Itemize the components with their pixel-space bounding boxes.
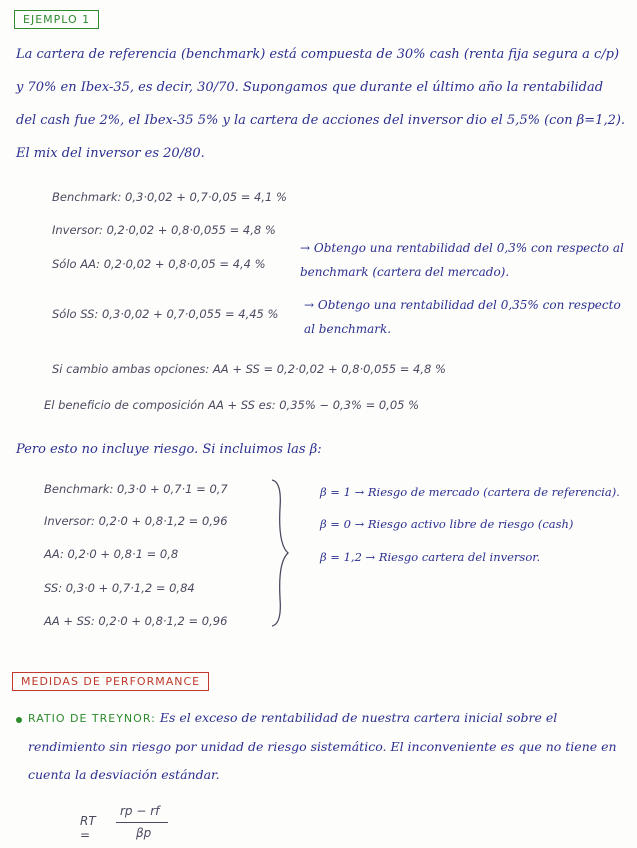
eq-benchmark: Benchmark: 0,3·0,02 + 0,7·0,05 = 4,1 %	[52, 190, 287, 204]
treynor-title: RATIO DE TREYNOR:	[28, 712, 156, 725]
note-solo-ss-text: Obtengo una rentabilidad del 0,35% con respecto al benchmark.	[304, 298, 621, 336]
beta-eq-benchmark: Benchmark: 0,3·0 + 0,7·1 = 0,7	[44, 482, 228, 496]
formula-lhs: RT =	[80, 814, 96, 842]
arrow-icon: →	[300, 241, 314, 255]
note-solo-aa	[300, 236, 630, 284]
eq-ambos: Si cambio ambas opciones: AA + SS = 0,2·0,02 + 0,8·0,055 = 4,8 %	[52, 362, 446, 376]
formula-denominator: βp	[136, 826, 152, 840]
note-solo-aa-text: Obtengo una rentabilidad del 0,3% con respecto al benchmark (cartera del mercado).	[300, 241, 624, 279]
beta-note-2: β = 0 → Riesgo activo libre de riesgo (cash)	[320, 517, 574, 531]
curly-brace-icon	[268, 478, 290, 628]
example-intro-paragraph: La cartera de referencia (benchmark) está compuesta de 30% cash (renta fija segura a c/p) y 70% en Ibex-35, es decir, 30/70. Supongamos que durante el último año la rentabilidad del cash fue 2%, el Ibex-35 5% y la cartera de acciones del inversor dio el 5,5% (con β=1,2). El mix del inversor es 20/80.	[16, 47, 626, 161]
bullet-icon	[16, 717, 22, 723]
beta-note-1: β = 1 → Riesgo de mercado (cartera de referencia).	[320, 485, 620, 499]
eq-beneficio: El beneficio de composición AA + SS es: 0,35% − 0,3% = 0,05 %	[44, 398, 420, 412]
beta-note-3: β = 1,2 → Riesgo cartera del inversor.	[320, 550, 541, 564]
treynor-paragraph	[28, 704, 626, 789]
beta-eq-ss: SS: 0,3·0 + 0,7·1,2 = 0,84	[44, 581, 195, 595]
beta-eq-aa-ss: AA + SS: 0,2·0 + 0,8·1,2 = 0,96	[44, 614, 228, 628]
treynor-text: Es el exceso de rentabilidad de nuestra cartera inicial sobre el rendimiento sin riesgo por unidad de riesgo sistemático. El inconveniente es que no tiene en cuenta la desviación estándar.	[28, 710, 617, 782]
arrow-icon: →	[304, 298, 318, 312]
eq-solo-aa: Sólo AA: 0,2·0,02 + 0,8·0,05 = 4,4 %	[52, 257, 266, 271]
formula-numerator: rp − rf	[120, 804, 160, 818]
example-title-box: EJEMPLO 1	[14, 10, 99, 29]
beta-eq-inversor: Inversor: 0,2·0 + 0,8·1,2 = 0,96	[44, 514, 228, 528]
eq-inversor: Inversor: 0,2·0,02 + 0,8·0,055 = 4,8 %	[52, 223, 276, 237]
performance-title-box: MEDIDAS DE PERFORMANCE	[12, 672, 209, 691]
beta-eq-aa: AA: 0,2·0 + 0,8·1 = 0,8	[44, 547, 179, 561]
note-solo-ss	[304, 293, 630, 341]
riesgo-intro: Pero esto no incluye riesgo. Si incluimos las β:	[16, 442, 322, 457]
eq-solo-ss: Sólo SS: 0,3·0,02 + 0,7·0,055 = 4,45 %	[52, 307, 279, 321]
fraction-bar	[116, 822, 168, 823]
